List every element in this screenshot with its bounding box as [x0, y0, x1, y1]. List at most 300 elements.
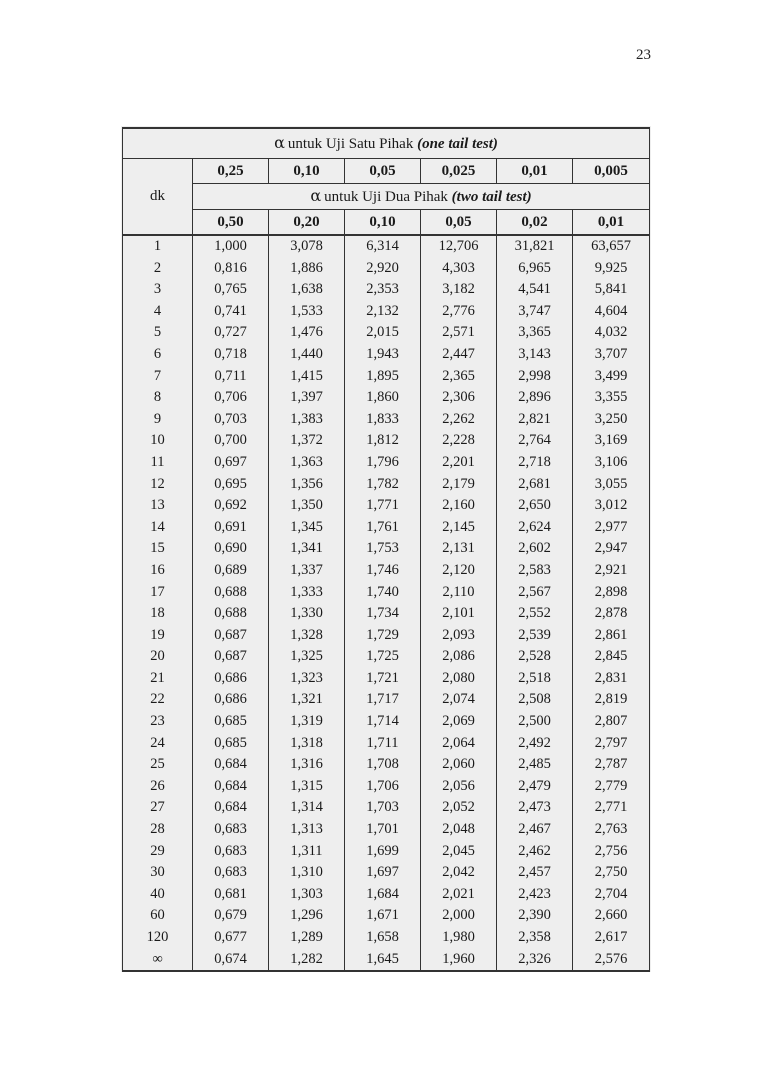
dk-cell: 6: [123, 344, 193, 366]
value-cell: 0,685: [193, 711, 269, 733]
value-cell: 1,303: [269, 884, 345, 906]
value-cell: 1,980: [421, 927, 497, 949]
value-cell: 0,686: [193, 668, 269, 690]
one-tail-title-row: [123, 128, 650, 159]
value-cell: 12,706: [421, 235, 497, 258]
value-cell: 1,701: [345, 819, 421, 841]
value-cell: 2,467: [497, 819, 573, 841]
dk-cell: 1: [123, 235, 193, 258]
table-row: [123, 430, 650, 452]
table-row: [123, 733, 650, 755]
two-tail-alpha-4: 0,02: [497, 210, 573, 236]
value-cell: 2,500: [497, 711, 573, 733]
one-tail-title-text: untuk Uji Satu Pihak: [287, 136, 414, 152]
value-cell: 1,311: [269, 841, 345, 863]
value-cell: 2,977: [573, 517, 650, 539]
table-row: [123, 646, 650, 668]
dk-cell: 21: [123, 668, 193, 690]
one-tail-alpha-0: 0,25: [193, 159, 269, 184]
value-cell: 0,683: [193, 841, 269, 863]
value-cell: 1,721: [345, 668, 421, 690]
value-cell: 2,528: [497, 646, 573, 668]
table-row: [123, 797, 650, 819]
value-cell: 0,681: [193, 884, 269, 906]
value-cell: 3,169: [573, 430, 650, 452]
dk-cell: 18: [123, 603, 193, 625]
dk-cell: 120: [123, 927, 193, 949]
value-cell: 1,313: [269, 819, 345, 841]
value-cell: 3,078: [269, 235, 345, 258]
two-tail-title: [193, 184, 650, 210]
two-tail-alpha-1: 0,20: [269, 210, 345, 236]
value-cell: 1,476: [269, 322, 345, 344]
value-cell: 1,725: [345, 646, 421, 668]
value-cell: 0,687: [193, 646, 269, 668]
value-cell: 3,355: [573, 387, 650, 409]
value-cell: 1,812: [345, 430, 421, 452]
value-cell: 1,703: [345, 797, 421, 819]
value-cell: 2,583: [497, 560, 573, 582]
value-cell: 0,686: [193, 689, 269, 711]
value-cell: 1,345: [269, 517, 345, 539]
value-cell: 2,069: [421, 711, 497, 733]
value-cell: 2,787: [573, 754, 650, 776]
dk-cell: 19: [123, 625, 193, 647]
one-tail-title: [123, 128, 650, 159]
dk-cell: 10: [123, 430, 193, 452]
value-cell: 0,695: [193, 474, 269, 496]
value-cell: 2,617: [573, 927, 650, 949]
value-cell: 0,684: [193, 776, 269, 798]
value-cell: 1,356: [269, 474, 345, 496]
value-cell: 1,333: [269, 582, 345, 604]
value-cell: 2,201: [421, 452, 497, 474]
table-row: [123, 884, 650, 906]
value-cell: 2,462: [497, 841, 573, 863]
value-cell: 2,831: [573, 668, 650, 690]
table-row: [123, 819, 650, 841]
value-cell: 2,819: [573, 689, 650, 711]
value-cell: 31,821: [497, 235, 573, 258]
value-cell: 1,325: [269, 646, 345, 668]
t-distribution-table: [122, 127, 650, 972]
value-cell: 0,718: [193, 344, 269, 366]
value-cell: 2,920: [345, 258, 421, 280]
value-cell: 2,093: [421, 625, 497, 647]
value-cell: 1,645: [345, 949, 421, 972]
table-row: [123, 301, 650, 323]
value-cell: 1,282: [269, 949, 345, 972]
value-cell: 1,771: [345, 495, 421, 517]
value-cell: 0,690: [193, 538, 269, 560]
value-cell: 2,779: [573, 776, 650, 798]
value-cell: 3,012: [573, 495, 650, 517]
value-cell: 1,796: [345, 452, 421, 474]
value-cell: 6,965: [497, 258, 573, 280]
value-cell: 0,674: [193, 949, 269, 972]
value-cell: 1,314: [269, 797, 345, 819]
table-header: [123, 128, 650, 235]
value-cell: 1,397: [269, 387, 345, 409]
value-cell: 2,358: [497, 927, 573, 949]
value-cell: 2,060: [421, 754, 497, 776]
value-cell: 2,042: [421, 862, 497, 884]
table-row: [123, 689, 650, 711]
value-cell: 0,703: [193, 409, 269, 431]
value-cell: 1,318: [269, 733, 345, 755]
table-row: [123, 258, 650, 280]
table-row: [123, 387, 650, 409]
one-tail-alpha-2: 0,05: [345, 159, 421, 184]
value-cell: 2,262: [421, 409, 497, 431]
value-cell: 1,753: [345, 538, 421, 560]
value-cell: 2,797: [573, 733, 650, 755]
value-cell: 2,624: [497, 517, 573, 539]
table-row: [123, 862, 650, 884]
value-cell: 4,604: [573, 301, 650, 323]
value-cell: 2,052: [421, 797, 497, 819]
value-cell: 1,350: [269, 495, 345, 517]
dk-cell: 3: [123, 279, 193, 301]
value-cell: 1,886: [269, 258, 345, 280]
one-tail-alpha-row: [123, 159, 650, 184]
value-cell: 2,947: [573, 538, 650, 560]
value-cell: 1,289: [269, 927, 345, 949]
alpha-symbol: α: [310, 186, 322, 205]
value-cell: 2,390: [497, 905, 573, 927]
value-cell: 0,727: [193, 322, 269, 344]
value-cell: 2,492: [497, 733, 573, 755]
value-cell: 0,816: [193, 258, 269, 280]
dk-cell: 30: [123, 862, 193, 884]
value-cell: 1,337: [269, 560, 345, 582]
value-cell: 1,734: [345, 603, 421, 625]
table-row: [123, 603, 650, 625]
value-cell: 2,704: [573, 884, 650, 906]
value-cell: 2,021: [421, 884, 497, 906]
value-cell: 4,032: [573, 322, 650, 344]
value-cell: 2,821: [497, 409, 573, 431]
value-cell: 2,015: [345, 322, 421, 344]
table-row: [123, 538, 650, 560]
dk-cell: 4: [123, 301, 193, 323]
table-row: [123, 344, 650, 366]
value-cell: 1,315: [269, 776, 345, 798]
value-cell: 2,764: [497, 430, 573, 452]
value-cell: 2,132: [345, 301, 421, 323]
value-cell: 0,689: [193, 560, 269, 582]
value-cell: 1,746: [345, 560, 421, 582]
value-cell: 2,896: [497, 387, 573, 409]
value-cell: 2,571: [421, 322, 497, 344]
value-cell: 2,048: [421, 819, 497, 841]
value-cell: 1,697: [345, 862, 421, 884]
value-cell: 0,697: [193, 452, 269, 474]
value-cell: 3,055: [573, 474, 650, 496]
table-row: [123, 409, 650, 431]
value-cell: 2,110: [421, 582, 497, 604]
dk-cell: 5: [123, 322, 193, 344]
two-tail-alpha-row: [123, 210, 650, 236]
value-cell: 2,365: [421, 366, 497, 388]
page-number: 23: [636, 47, 651, 63]
table-row: [123, 366, 650, 388]
dk-cell: 11: [123, 452, 193, 474]
alpha-symbol: α: [274, 133, 285, 152]
value-cell: 1,833: [345, 409, 421, 431]
dk-cell: 13: [123, 495, 193, 517]
value-cell: 2,508: [497, 689, 573, 711]
value-cell: 1,363: [269, 452, 345, 474]
value-cell: 1,740: [345, 582, 421, 604]
value-cell: 2,145: [421, 517, 497, 539]
value-cell: 2,921: [573, 560, 650, 582]
dk-cell: 9: [123, 409, 193, 431]
value-cell: 2,131: [421, 538, 497, 560]
table-row: [123, 949, 650, 972]
value-cell: 1,330: [269, 603, 345, 625]
value-cell: 1,729: [345, 625, 421, 647]
value-cell: 1,383: [269, 409, 345, 431]
two-tail-title-italic: (two tail test): [451, 189, 532, 205]
one-tail-alpha-3: 0,025: [421, 159, 497, 184]
value-cell: 1,658: [345, 927, 421, 949]
two-tail-alpha-0: 0,50: [193, 210, 269, 236]
dk-cell: 28: [123, 819, 193, 841]
value-cell: 2,552: [497, 603, 573, 625]
value-cell: 1,943: [345, 344, 421, 366]
value-cell: 2,807: [573, 711, 650, 733]
value-cell: 1,415: [269, 366, 345, 388]
table-row: [123, 582, 650, 604]
value-cell: 2,074: [421, 689, 497, 711]
value-cell: 0,688: [193, 582, 269, 604]
value-cell: 2,681: [497, 474, 573, 496]
value-cell: 2,101: [421, 603, 497, 625]
one-tail-title-italic: (one tail test): [417, 136, 498, 152]
value-cell: 3,707: [573, 344, 650, 366]
value-cell: 2,353: [345, 279, 421, 301]
table-row: [123, 776, 650, 798]
dk-cell: 25: [123, 754, 193, 776]
table-row: [123, 905, 650, 927]
value-cell: 2,518: [497, 668, 573, 690]
value-cell: 2,660: [573, 905, 650, 927]
table-row: [123, 322, 650, 344]
value-cell: 0,700: [193, 430, 269, 452]
two-tail-alpha-3: 0,05: [421, 210, 497, 236]
dk-cell: 40: [123, 884, 193, 906]
value-cell: 2,479: [497, 776, 573, 798]
value-cell: 1,895: [345, 366, 421, 388]
table-row: [123, 625, 650, 647]
value-cell: 2,064: [421, 733, 497, 755]
value-cell: 1,711: [345, 733, 421, 755]
value-cell: 1,717: [345, 689, 421, 711]
two-tail-title-row: [123, 184, 650, 210]
value-cell: 1,296: [269, 905, 345, 927]
value-cell: 2,326: [497, 949, 573, 972]
value-cell: 2,650: [497, 495, 573, 517]
value-cell: 1,310: [269, 862, 345, 884]
one-tail-alpha-1: 0,10: [269, 159, 345, 184]
value-cell: 2,086: [421, 646, 497, 668]
table-row: [123, 841, 650, 863]
value-cell: 5,841: [573, 279, 650, 301]
value-cell: 0,711: [193, 366, 269, 388]
value-cell: 1,321: [269, 689, 345, 711]
value-cell: 2,750: [573, 862, 650, 884]
dk-cell: 26: [123, 776, 193, 798]
dk-cell: 17: [123, 582, 193, 604]
value-cell: 2,576: [573, 949, 650, 972]
value-cell: 1,860: [345, 387, 421, 409]
value-cell: 2,080: [421, 668, 497, 690]
value-cell: 1,699: [345, 841, 421, 863]
value-cell: 2,457: [497, 862, 573, 884]
table-row: [123, 560, 650, 582]
value-cell: 4,303: [421, 258, 497, 280]
value-cell: 1,960: [421, 949, 497, 972]
dk-cell: 27: [123, 797, 193, 819]
value-cell: 2,228: [421, 430, 497, 452]
value-cell: 1,323: [269, 668, 345, 690]
dk-cell: 14: [123, 517, 193, 539]
value-cell: 2,000: [421, 905, 497, 927]
dk-cell: 2: [123, 258, 193, 280]
two-tail-alpha-5: 0,01: [573, 210, 650, 236]
value-cell: 1,706: [345, 776, 421, 798]
table-row: [123, 495, 650, 517]
value-cell: 2,998: [497, 366, 573, 388]
value-cell: 4,541: [497, 279, 573, 301]
value-cell: 2,763: [573, 819, 650, 841]
value-cell: 0,684: [193, 797, 269, 819]
dk-cell: 22: [123, 689, 193, 711]
value-cell: 0,683: [193, 862, 269, 884]
dk-cell: ∞: [123, 949, 193, 972]
one-tail-alpha-4: 0,01: [497, 159, 573, 184]
table-row: [123, 754, 650, 776]
value-cell: 63,657: [573, 235, 650, 258]
value-cell: 3,499: [573, 366, 650, 388]
table-row: [123, 927, 650, 949]
value-cell: 2,718: [497, 452, 573, 474]
value-cell: 3,365: [497, 322, 573, 344]
value-cell: 0,684: [193, 754, 269, 776]
dk-cell: 20: [123, 646, 193, 668]
value-cell: 2,423: [497, 884, 573, 906]
table-row: [123, 668, 650, 690]
value-cell: 2,771: [573, 797, 650, 819]
value-cell: 2,602: [497, 538, 573, 560]
value-cell: 1,328: [269, 625, 345, 647]
value-cell: 1,782: [345, 474, 421, 496]
value-cell: 1,440: [269, 344, 345, 366]
value-cell: 1,638: [269, 279, 345, 301]
value-cell: 2,473: [497, 797, 573, 819]
dk-cell: 23: [123, 711, 193, 733]
value-cell: 2,056: [421, 776, 497, 798]
value-cell: 9,925: [573, 258, 650, 280]
value-cell: 1,671: [345, 905, 421, 927]
value-cell: 2,898: [573, 582, 650, 604]
value-cell: 2,567: [497, 582, 573, 604]
dk-cell: 12: [123, 474, 193, 496]
dk-cell: 60: [123, 905, 193, 927]
table-row: [123, 235, 650, 258]
value-cell: 2,485: [497, 754, 573, 776]
value-cell: 2,845: [573, 646, 650, 668]
table-row: [123, 711, 650, 733]
table-body: [123, 235, 650, 971]
value-cell: 3,747: [497, 301, 573, 323]
value-cell: 2,878: [573, 603, 650, 625]
dk-cell: 16: [123, 560, 193, 582]
table-row: [123, 452, 650, 474]
value-cell: 2,120: [421, 560, 497, 582]
table-row: [123, 279, 650, 301]
dk-cell: 8: [123, 387, 193, 409]
value-cell: 1,316: [269, 754, 345, 776]
value-cell: 0,691: [193, 517, 269, 539]
value-cell: 1,000: [193, 235, 269, 258]
dk-cell: 24: [123, 733, 193, 755]
value-cell: 1,761: [345, 517, 421, 539]
value-cell: 6,314: [345, 235, 421, 258]
value-cell: 0,687: [193, 625, 269, 647]
value-cell: 2,447: [421, 344, 497, 366]
value-cell: 0,765: [193, 279, 269, 301]
value-cell: 0,685: [193, 733, 269, 755]
table-row: [123, 517, 650, 539]
value-cell: 2,179: [421, 474, 497, 496]
dk-cell: 7: [123, 366, 193, 388]
dk-header: dk: [123, 159, 193, 236]
dk-cell: 15: [123, 538, 193, 560]
value-cell: 3,143: [497, 344, 573, 366]
value-cell: 2,776: [421, 301, 497, 323]
one-tail-alpha-5: 0,005: [573, 159, 650, 184]
value-cell: 3,106: [573, 452, 650, 474]
value-cell: 1,372: [269, 430, 345, 452]
value-cell: 0,677: [193, 927, 269, 949]
value-cell: 2,160: [421, 495, 497, 517]
dk-cell: 29: [123, 841, 193, 863]
value-cell: 0,741: [193, 301, 269, 323]
value-cell: 2,045: [421, 841, 497, 863]
value-cell: 3,250: [573, 409, 650, 431]
value-cell: 1,708: [345, 754, 421, 776]
value-cell: 0,706: [193, 387, 269, 409]
value-cell: 1,533: [269, 301, 345, 323]
value-cell: 2,539: [497, 625, 573, 647]
value-cell: 0,679: [193, 905, 269, 927]
table-row: [123, 474, 650, 496]
value-cell: 2,756: [573, 841, 650, 863]
value-cell: 1,684: [345, 884, 421, 906]
value-cell: 2,861: [573, 625, 650, 647]
value-cell: 3,182: [421, 279, 497, 301]
value-cell: 1,319: [269, 711, 345, 733]
value-cell: 1,341: [269, 538, 345, 560]
value-cell: 0,688: [193, 603, 269, 625]
two-tail-alpha-2: 0,10: [345, 210, 421, 236]
value-cell: 1,714: [345, 711, 421, 733]
value-cell: 2,306: [421, 387, 497, 409]
two-tail-title-text: untuk Uji Dua Pihak: [324, 189, 448, 205]
value-cell: 0,692: [193, 495, 269, 517]
